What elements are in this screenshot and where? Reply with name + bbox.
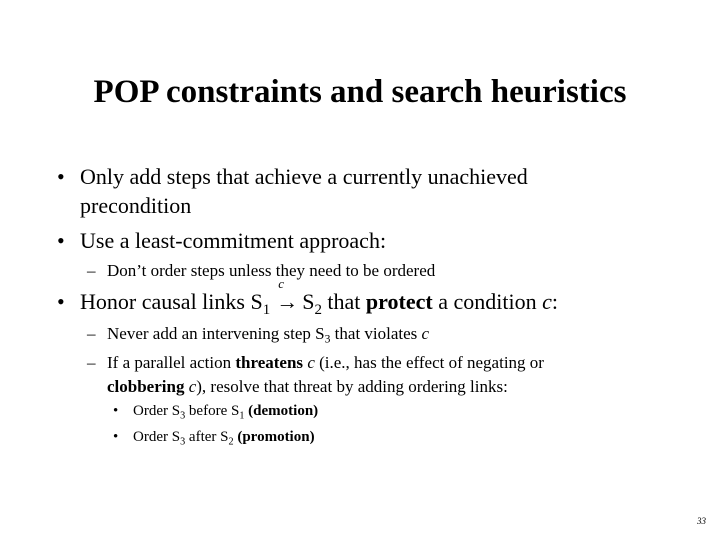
subscript: 3 xyxy=(180,410,186,422)
subsub-bullet-text: Order $S_3$ before $S_1$ (demotion) xyxy=(133,403,319,422)
page-number: 33 xyxy=(697,516,706,526)
bullet-icon: • xyxy=(57,228,65,253)
sub-bullet-text: Never add an intervening step $S_3$ that violates c xyxy=(107,324,430,346)
bullet-text: Honor causal links $S_1$ c → $S_2$ that protect a condition c: xyxy=(80,276,558,318)
dash-icon: – xyxy=(87,353,96,372)
subscript: 3 xyxy=(324,332,331,346)
sub-bullet-text: Don’t order steps unless they need to be ordered xyxy=(107,261,436,280)
italic-var: c xyxy=(307,353,315,372)
emphasis: protect xyxy=(365,289,433,314)
subscript: 1 xyxy=(239,410,245,422)
arrow-label: c xyxy=(278,276,284,291)
bullet-icon: • xyxy=(57,164,65,189)
bullet-icon: • xyxy=(113,429,119,445)
italic-var: c xyxy=(421,324,430,343)
sub-bullet-text: If a parallel action threatens c (i.e., has the effect of negating or xyxy=(107,353,544,372)
bullet-text: Use a least-commitment approach: xyxy=(80,228,387,253)
bullet-text: precondition xyxy=(80,193,192,218)
bullet-text: Only add steps that achieve a currently unachieved xyxy=(80,164,528,189)
dash-icon: – xyxy=(87,324,96,343)
slide-title: POP constraints and search heuristics xyxy=(93,74,627,110)
causal-link-arrow xyxy=(276,276,299,315)
arrow-icon: → xyxy=(276,289,299,314)
bullet-icon: • xyxy=(57,289,65,314)
subsub-bullet-text: Order $S_3$ after $S_2$ (promotion) xyxy=(133,429,315,448)
italic-var: c xyxy=(542,289,552,314)
subscript: 1 xyxy=(262,301,271,318)
emphasis: clobbering xyxy=(107,377,185,396)
emphasis: threatens xyxy=(235,353,304,372)
emphasis: (promotion) xyxy=(233,429,315,445)
subscript: 2 xyxy=(314,301,322,318)
italic-var: c xyxy=(188,377,197,396)
sub-bullet-text: clobbering c), resolve that threat by adding ordering links: xyxy=(107,377,508,396)
subscript: 3 xyxy=(180,436,186,448)
dash-icon: – xyxy=(87,261,96,280)
subscript: 2 xyxy=(228,436,234,448)
emphasis: (demotion) xyxy=(244,403,319,419)
bullet-icon: • xyxy=(113,403,119,419)
